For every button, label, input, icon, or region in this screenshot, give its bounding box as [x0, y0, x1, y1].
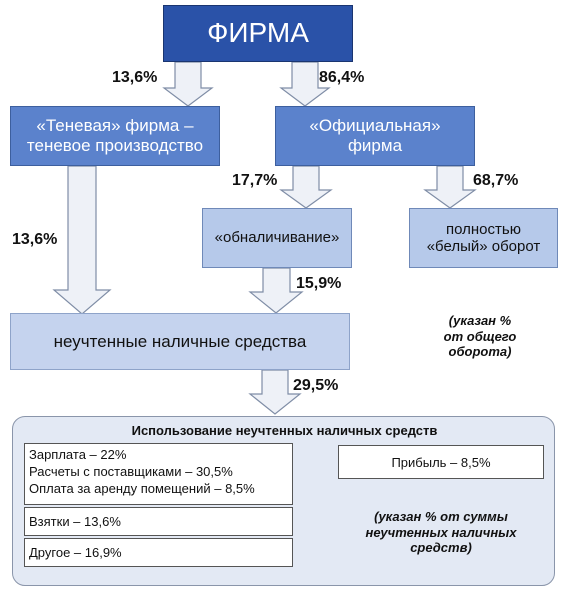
turnover-note: (указан % от общего оборота) [443, 313, 517, 360]
shadow-firm-box [10, 106, 220, 166]
percent-to-shadow: 13,6% [112, 69, 158, 86]
unaccounted-cash-label: неучтенные наличные средства [53, 331, 307, 351]
white-turnover-box [409, 208, 558, 268]
expenses-group-box [24, 443, 293, 505]
profit-item: Прибыль – 8,5% [391, 454, 491, 470]
arrow-cashing-to-cash [250, 268, 302, 313]
profit-box [338, 445, 544, 479]
percent-cashing-to-cash: 15,9% [296, 275, 342, 292]
cashing-out-box [202, 208, 352, 268]
official-firm-box [275, 106, 475, 166]
white-turnover-label: полностью «белый» оборот [426, 220, 541, 255]
usage-note: (указан % от суммы неучтенных наличных средств) [365, 509, 517, 556]
firm-box [163, 5, 353, 62]
percent-shadow-to-cash: 13,6% [12, 231, 58, 248]
other-item: Другое – 16,9% [29, 545, 122, 560]
other-box [24, 538, 293, 567]
bribes-box [24, 507, 293, 536]
suppliers-item: Расчеты с поставщиками – 30,5% [29, 464, 233, 479]
firm-label: ФИРМА [207, 17, 309, 49]
rent-item: Оплата за аренду помещений – 8,5% [29, 481, 255, 496]
percent-to-official: 86,4% [319, 69, 365, 86]
cashing-out-label: «обналичивание» [214, 229, 340, 247]
shadow-firm-label: «Теневая» фирма – теневое производство [26, 116, 204, 155]
official-firm-label: «Официальная» фирма [309, 116, 441, 155]
unaccounted-cash-box [10, 313, 350, 370]
arrow-official-to-white [425, 166, 475, 208]
arrow-official-to-cashing [281, 166, 331, 208]
percent-to-cashing: 17,7% [232, 172, 278, 189]
percent-cash-to-usage: 29,5% [293, 377, 339, 394]
cash-usage-title: Использование неучтенных наличных средств [131, 423, 438, 438]
salary-item: Зарплата – 22% [29, 447, 127, 462]
arrow-firm-to-shadow [164, 62, 212, 106]
bribes-item: Взятки – 13,6% [29, 514, 121, 529]
cash-usage-panel [12, 416, 555, 586]
percent-to-white: 68,7% [473, 172, 519, 189]
arrow-shadow-to-cash [54, 166, 110, 314]
